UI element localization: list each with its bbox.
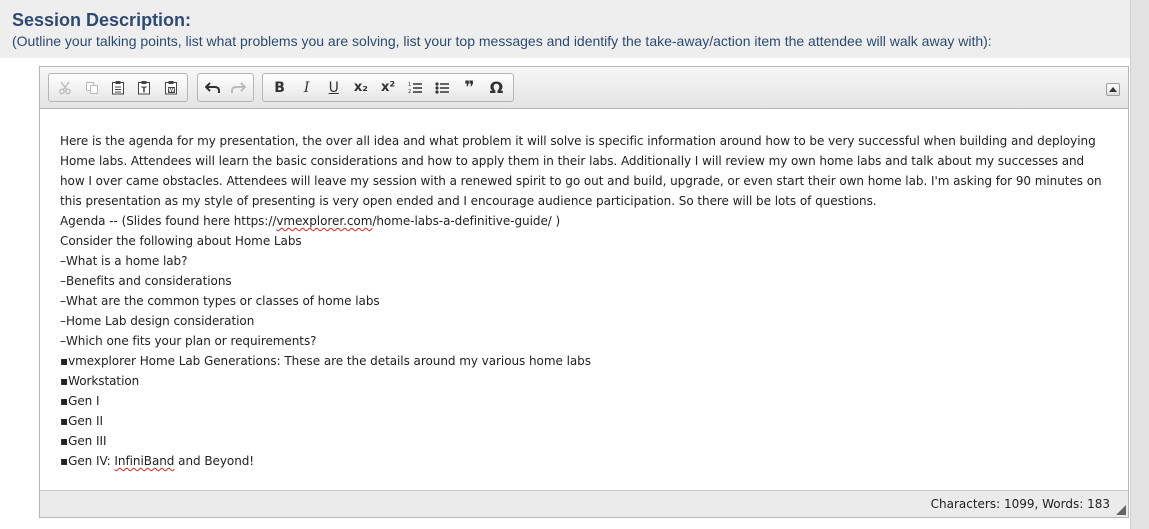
svg-text:2: 2 [408, 88, 412, 95]
character-word-count: Characters: 1099, Words: 183 [930, 497, 1110, 511]
list-item: ▪Gen III [60, 434, 107, 448]
editor-statusbar [40, 490, 1128, 517]
superscript-icon[interactable]: x² [380, 80, 396, 95]
redo-icon[interactable] [226, 76, 251, 100]
last-prefix: ▪Gen IV: [60, 454, 115, 468]
list-item: ▪Gen II [60, 414, 103, 428]
resize-grip-icon[interactable] [1116, 505, 1126, 515]
list-item: ▪Gen I [60, 394, 100, 408]
paste-icon[interactable] [105, 76, 131, 100]
editor-content-area[interactable] [40, 110, 1128, 490]
link-path: /home-labs-a-definitive-guide/ ) [372, 214, 561, 228]
list-item-last [60, 451, 1108, 471]
misspelled-word: InfiniBand [114, 454, 175, 468]
svg-text:T: T [141, 85, 148, 95]
paste-word-icon[interactable] [158, 76, 184, 100]
svg-text:1: 1 [408, 81, 412, 88]
copy-icon[interactable] [78, 76, 104, 100]
bulleted-list-icon[interactable] [429, 76, 456, 100]
agenda-line [60, 211, 1108, 231]
undo-icon[interactable] [201, 76, 226, 100]
list-item: –What is a home lab? [60, 254, 188, 268]
list-item: ▪vmexplorer Home Lab Generations: These are the details around my various home labs [60, 354, 591, 368]
cut-icon[interactable] [52, 76, 78, 100]
numbered-list-icon[interactable] [402, 76, 429, 100]
list-item: –Which one fits your plan or requirements? [60, 334, 317, 348]
formatting-group [262, 73, 514, 102]
paste-text-icon[interactable] [131, 76, 157, 100]
history-group [197, 73, 254, 102]
list-item: –Benefits and considerations [60, 274, 232, 288]
underline-icon[interactable]: U [328, 79, 339, 96]
subscript-icon[interactable]: x₂ [353, 80, 368, 95]
link-scheme: https:// [233, 214, 277, 228]
editor-toolbar [40, 67, 1128, 109]
collapse-toolbar-button[interactable] [1106, 83, 1120, 96]
page-scrollbar[interactable] [1130, 0, 1149, 529]
special-char-icon[interactable]: Ω [489, 78, 504, 97]
list-item: –What are the common types or classes of home labs [60, 294, 380, 308]
intro-paragraph: Here is the agenda for my presentation, the over all idea and what problem it will solve is specific information around how to be very successful when building and deploying Home labs. Attendees will learn the basic considerations and how to apply them in their labs. Additionally I will review my own home labs and talk about my successes and how I over came obstacles. Attendees will leave my session with a renewed spirit to go out and build, upgrade, or even start their own home lab. I'm asking for 90 minutes on this presentation as my style of presenting is very open ended and I encourage audience participation. So there will be lots of questions. [60, 134, 1102, 208]
bold-icon[interactable]: B [274, 79, 285, 96]
clipboard-group [48, 73, 188, 102]
list-item: ▪Workstation [60, 374, 140, 388]
list-item: Consider the following about Home Labs [60, 234, 302, 248]
triangle-up-icon [1109, 87, 1117, 92]
italic-icon[interactable]: I [303, 79, 310, 96]
last-suffix: and Beyond! [174, 454, 255, 468]
blockquote-icon[interactable]: ❞ [464, 77, 475, 98]
section-subtitle: (Outline your talking points, list what problems you are solving, list your top messages and identify the take-away/action item the attendee will walk away with): [12, 33, 992, 49]
rich-text-editor [39, 66, 1129, 518]
link-domain: vmexplorer.com [276, 214, 373, 228]
list-item: –Home Lab design consideration [60, 314, 255, 328]
svg-text:W: W [168, 88, 175, 94]
section-title: Session Description: [12, 10, 192, 30]
agenda-prefix: Agenda -- (Slides found here [60, 214, 234, 228]
